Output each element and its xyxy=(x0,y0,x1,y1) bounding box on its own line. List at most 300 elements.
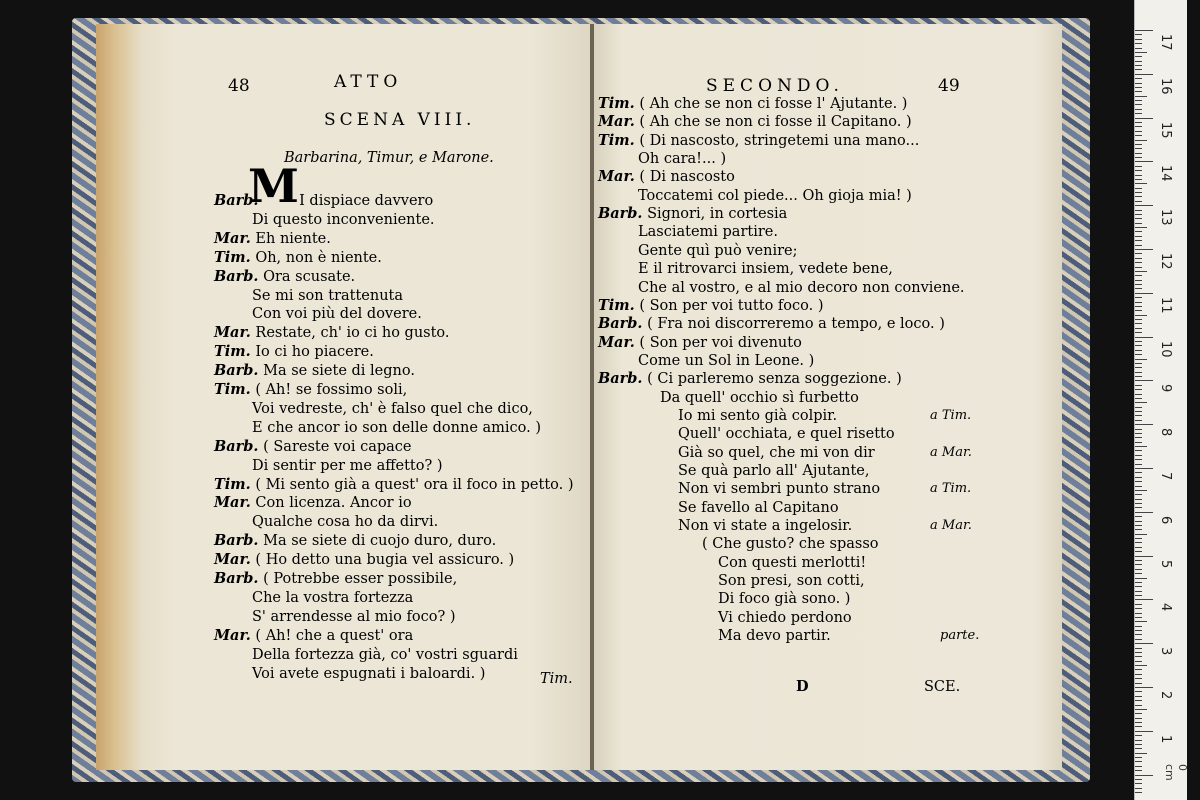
ruler-tick xyxy=(1135,227,1147,228)
line-text: Gente quì può venire; xyxy=(638,242,798,259)
drop-cap: M xyxy=(248,159,299,213)
ruler-tick xyxy=(1135,634,1142,635)
ruler-tick xyxy=(1135,556,1153,557)
dialogue-line xyxy=(678,480,880,498)
ruler-tick xyxy=(1135,551,1142,552)
line-text: Ma devo partir. xyxy=(718,628,831,645)
ruler-tick xyxy=(1135,472,1142,473)
ruler-tick xyxy=(1135,534,1147,535)
line-text: Come un Sol in Leone. ) xyxy=(638,352,815,369)
ruler-tick xyxy=(1135,148,1142,149)
dialogue-line xyxy=(678,462,869,480)
ruler-tick xyxy=(1135,643,1153,644)
dialogue-line xyxy=(214,381,407,399)
ruler-tick xyxy=(1135,424,1153,425)
speaker-label: Mar. xyxy=(598,113,635,131)
dialogue-line xyxy=(252,287,403,305)
ruler-tick xyxy=(1135,363,1142,364)
ruler-tick xyxy=(1135,104,1142,105)
page-number-left: 48 xyxy=(228,76,250,96)
ruler-tick xyxy=(1135,170,1142,171)
ruler-tick xyxy=(1135,753,1147,754)
dialogue-line xyxy=(638,187,912,205)
catchword-left: Tim. xyxy=(540,671,573,687)
line-text: Io ci ho piacere. xyxy=(255,344,374,361)
ruler-tick xyxy=(1135,407,1142,408)
line-text: S' arrendesse al mio foco? ) xyxy=(252,608,456,625)
dialogue-line xyxy=(252,400,533,418)
dialogue-line xyxy=(252,665,485,683)
line-text: ( Ho detto una bugia vel assicuro. ) xyxy=(255,552,515,569)
dialogue-line xyxy=(252,646,518,664)
ruler-tick xyxy=(1135,591,1142,592)
speaker-label: Barb. xyxy=(214,532,259,550)
ruler-number: 7 xyxy=(1158,472,1173,481)
ruler-tick xyxy=(1135,100,1142,101)
dialogue-line xyxy=(678,444,875,462)
ruler-tick xyxy=(1135,205,1153,206)
scene-title: SCENA VIII. xyxy=(324,110,476,130)
ruler-tick xyxy=(1135,705,1142,706)
ruler-tick xyxy=(1135,267,1142,268)
ruler-tick xyxy=(1135,83,1142,84)
dialogue-line xyxy=(660,389,859,407)
speaker-label: Tim. xyxy=(214,248,251,266)
ruler-tick xyxy=(1135,153,1142,154)
line-text: Oh cara!... ) xyxy=(638,151,727,168)
ruler-tick xyxy=(1135,481,1142,482)
ruler-tick xyxy=(1135,516,1142,517)
ruler-tick xyxy=(1135,359,1147,360)
ruler-tick xyxy=(1135,280,1142,281)
dialogue-line xyxy=(214,551,514,569)
ruler-tick xyxy=(1135,700,1142,701)
ruler-tick xyxy=(1135,78,1142,79)
ruler-tick xyxy=(1135,709,1147,710)
ruler-tick xyxy=(1135,569,1142,570)
line-text: Da quell' occhio sì furbetto xyxy=(660,389,859,406)
line-text: Di questo inconveniente. xyxy=(252,211,435,228)
line-text: ( Ah! se fossimo soli, xyxy=(255,382,408,398)
ruler-tick xyxy=(1135,748,1142,749)
ruler-tick xyxy=(1135,144,1142,145)
ruler-number: 1 xyxy=(1158,734,1173,744)
ruler-tick xyxy=(1135,113,1142,114)
stage-direction: parte. xyxy=(940,628,980,644)
running-head-left: ATTO xyxy=(334,72,403,92)
speaker-label: Mar. xyxy=(214,494,251,512)
ruler-number: 10 xyxy=(1158,340,1173,358)
ruler-tick xyxy=(1135,731,1153,732)
ruler-number: 8 xyxy=(1158,428,1173,437)
line-text: Restate, ch' io ci ho gusto. xyxy=(255,325,450,342)
ruler-tick xyxy=(1135,735,1142,736)
signature-mark: D xyxy=(796,678,809,695)
ruler-tick xyxy=(1135,350,1142,351)
dialogue-line xyxy=(718,554,866,572)
line-text: ( Di nascosto, stringetemi una mano... xyxy=(639,132,920,149)
line-text: Con questi merlotti! xyxy=(718,554,867,571)
speaker-label: Mar. xyxy=(214,626,251,644)
speaker-label: Mar. xyxy=(214,324,251,342)
ruler-tick xyxy=(1135,210,1142,211)
ruler-tick xyxy=(1135,192,1142,193)
line-text: ( Che gusto? che spasso xyxy=(702,536,879,553)
dialogue-line xyxy=(214,627,413,645)
ruler-tick xyxy=(1135,175,1142,176)
dialogue-line xyxy=(598,334,802,352)
ruler-tick xyxy=(1135,253,1142,254)
line-text: Con licenza. Ancor io xyxy=(255,495,412,512)
ruler-tick xyxy=(1135,446,1147,447)
line-text: Ora scusate. xyxy=(263,268,356,285)
ruler-tick xyxy=(1135,494,1142,495)
dialogue-line xyxy=(598,132,919,150)
speaker-label: Mar. xyxy=(214,229,251,247)
ruler-tick xyxy=(1135,310,1142,311)
ruler-number: 13 xyxy=(1158,209,1173,226)
ruler-tick xyxy=(1135,722,1142,723)
ruler-tick xyxy=(1135,779,1142,780)
line-text: Se mi son trattenuta xyxy=(252,287,404,304)
ruler-tick xyxy=(1135,691,1142,692)
dialogue-line xyxy=(214,249,382,267)
ruler-tick xyxy=(1135,166,1142,167)
dialogue-line xyxy=(252,457,443,475)
page-number-right: 49 xyxy=(938,76,960,96)
ruler-tick xyxy=(1135,538,1142,539)
ruler-tick xyxy=(1135,236,1142,237)
line-text: Con voi più del dovere. xyxy=(252,306,422,323)
dialogue-line xyxy=(638,279,965,297)
speaker-label: Barb. xyxy=(214,570,259,587)
speaker-label: Mar. xyxy=(598,333,635,351)
dialogue-line xyxy=(214,438,411,456)
speaker-label: Barb. xyxy=(214,362,259,380)
line-text: Di sentir per me affetto? ) xyxy=(252,457,443,474)
ruler-tick xyxy=(1135,262,1142,263)
line-text: ( Son per voi divenuto xyxy=(639,334,802,351)
speaker-label: Barb. xyxy=(598,205,643,223)
ruler-tick xyxy=(1135,297,1142,298)
ruler-tick xyxy=(1135,608,1142,609)
line-text: E che ancor io son delle donne amico. ) xyxy=(252,419,542,436)
line-text: Ma se siete di legno. xyxy=(263,363,415,380)
line-text: Toccatemi col piede... Oh gioja mia! ) xyxy=(638,187,912,204)
ruler-tick xyxy=(1135,157,1142,158)
speaker-label: Tim. xyxy=(214,343,251,361)
ruler-tick xyxy=(1135,240,1142,241)
dialogue-line xyxy=(598,370,902,388)
dialogue-line xyxy=(718,609,852,627)
ruler-tick xyxy=(1135,757,1142,758)
ruler-number: 4 xyxy=(1158,603,1173,612)
dialogue-line xyxy=(252,419,541,437)
ruler-tick xyxy=(1135,319,1142,320)
speaker-label: Tim. xyxy=(214,381,251,398)
ruler-number: 5 xyxy=(1158,559,1173,568)
ruler-tick xyxy=(1135,792,1142,793)
ruler-tick xyxy=(1135,196,1142,197)
dialogue-line xyxy=(214,230,331,248)
ruler-tick xyxy=(1135,415,1142,416)
ruler-tick xyxy=(1135,389,1142,390)
line-text: Già so quel, che mi von dir xyxy=(678,444,875,461)
ruler-tick xyxy=(1135,468,1153,469)
ruler-tick xyxy=(1135,131,1142,132)
ruler-tick xyxy=(1135,161,1153,162)
ruler-tick xyxy=(1135,595,1142,596)
dialogue-line xyxy=(598,95,907,113)
dialogue-line xyxy=(252,211,435,229)
line-text: Che la vostra fortezza xyxy=(252,589,414,606)
dialogue-line xyxy=(638,150,726,168)
ruler-tick xyxy=(1135,354,1142,355)
speaker-label: Barb. xyxy=(214,437,259,455)
dialogue-line xyxy=(214,343,374,361)
ruler-tick xyxy=(1135,91,1142,92)
ruler-tick xyxy=(1135,380,1153,381)
speaker-label: Tim. xyxy=(598,95,635,112)
ruler-tick xyxy=(1135,529,1142,530)
ruler-tick xyxy=(1135,140,1147,141)
ruler-tick xyxy=(1135,376,1142,377)
dialogue-line xyxy=(702,535,879,553)
ruler-tick xyxy=(1135,459,1142,460)
ruler-tick xyxy=(1135,367,1142,368)
ruler-tick xyxy=(1135,740,1142,741)
ruler-unit-label: 0 cm xyxy=(1163,764,1189,781)
ruler-tick xyxy=(1135,770,1142,771)
ruler-tick xyxy=(1135,87,1142,88)
ruler-tick xyxy=(1135,201,1142,202)
line-text: ( Fra noi discorreremo a tempo, e loco. ) xyxy=(647,316,945,333)
speaker-label: Tim. xyxy=(214,475,251,493)
ruler-tick xyxy=(1135,726,1142,727)
ruler-tick xyxy=(1135,345,1142,346)
ruler-tick xyxy=(1135,56,1142,57)
ruler-tick xyxy=(1135,678,1142,679)
dialogue-line xyxy=(638,260,893,278)
ruler-tick xyxy=(1135,323,1142,324)
ruler-tick xyxy=(1135,486,1142,487)
ruler-tick xyxy=(1135,34,1142,35)
ruler-tick xyxy=(1135,547,1142,548)
ruler-tick xyxy=(1135,656,1142,657)
ruler-tick xyxy=(1135,766,1142,767)
ruler-tick xyxy=(1135,490,1147,491)
ruler-tick xyxy=(1135,306,1142,307)
ruler-tick xyxy=(1135,525,1142,526)
line-text: Oh, non è niente. xyxy=(255,249,382,266)
dialogue-line xyxy=(638,352,814,370)
dialogue-line xyxy=(252,305,422,323)
dialogue-line xyxy=(252,513,438,531)
ruler-tick xyxy=(1135,109,1142,110)
dialogue-line xyxy=(214,362,415,380)
ruler-tick xyxy=(1135,503,1142,504)
ruler-tick xyxy=(1135,420,1142,421)
ruler-tick xyxy=(1135,542,1142,543)
ruler-tick xyxy=(1135,188,1142,189)
ruler-tick xyxy=(1135,674,1142,675)
ruler-tick xyxy=(1135,288,1142,289)
ruler-tick xyxy=(1135,179,1142,180)
ruler-tick xyxy=(1135,718,1142,719)
ruler-tick xyxy=(1135,683,1142,684)
dialogue-line xyxy=(598,113,912,131)
ruler-tick xyxy=(1135,341,1142,342)
dialogue-line xyxy=(638,242,798,260)
ruler-tick xyxy=(1135,398,1142,399)
ruler-tick xyxy=(1135,613,1142,614)
ruler-tick xyxy=(1135,69,1142,70)
speaker-label: Barb. xyxy=(598,370,643,388)
ruler-tick xyxy=(1135,302,1142,303)
speaker-label: Barb. xyxy=(214,192,259,209)
ruler-tick xyxy=(1135,429,1142,430)
ruler-tick xyxy=(1135,43,1142,44)
ruler-tick xyxy=(1135,74,1153,75)
line-text: Son presi, son cotti, xyxy=(718,573,865,590)
ruler-tick xyxy=(1135,564,1142,565)
dialogue-line xyxy=(214,570,457,588)
ruler-tick xyxy=(1135,652,1142,653)
dialogue-line xyxy=(718,590,850,608)
ruler-tick xyxy=(1135,578,1147,579)
dialogue-line xyxy=(678,517,852,535)
dialogue-line xyxy=(214,532,496,550)
ruler-tick xyxy=(1135,332,1142,333)
ruler-tick xyxy=(1135,744,1142,745)
stage-direction: a Mar. xyxy=(930,518,972,534)
line-text: ( Sareste voi capace xyxy=(263,438,412,455)
ruler-tick xyxy=(1135,455,1142,456)
stage-direction: a Tim. xyxy=(930,481,972,497)
line-text: I dispiace davvero xyxy=(299,193,434,209)
catchword-right: SCE. xyxy=(924,679,961,695)
speaker-label: Tim. xyxy=(598,296,635,314)
ruler-tick xyxy=(1135,385,1142,386)
line-text: ( Ah! che a quest' ora xyxy=(255,627,414,644)
running-head-right: SECONDO. xyxy=(706,76,844,96)
ruler-tick xyxy=(1135,52,1147,53)
dialogue-line xyxy=(598,315,945,333)
ruler-tick xyxy=(1135,48,1142,49)
line-text: ( Ci parleremo senza soggezione. ) xyxy=(647,371,902,388)
ruler-tick xyxy=(1135,411,1142,412)
ruler-number: 6 xyxy=(1158,515,1173,525)
ruler-tick xyxy=(1135,394,1142,395)
speaker-label: Mar. xyxy=(214,551,251,569)
line-text: Di foco già sono. ) xyxy=(718,591,851,608)
ruler-tick xyxy=(1135,118,1153,119)
ruler-number: 2 xyxy=(1158,691,1173,700)
ruler-tick xyxy=(1135,372,1142,373)
dialogue-line xyxy=(598,297,824,315)
ruler-tick xyxy=(1135,626,1142,627)
ruler-tick xyxy=(1135,450,1142,451)
ruler-tick xyxy=(1135,135,1142,136)
ruler-tick xyxy=(1135,337,1153,338)
line-text: Qualche cosa ho da dirvi. xyxy=(252,514,439,531)
ruler-tick xyxy=(1135,65,1142,66)
ruler-tick xyxy=(1135,669,1142,670)
ruler-number: 15 xyxy=(1158,121,1173,139)
ruler-number: 14 xyxy=(1158,165,1173,182)
speaker-label: Barb. xyxy=(214,267,259,285)
ruler-tick xyxy=(1135,499,1142,500)
ruler-tick xyxy=(1135,586,1142,587)
line-text: Non vi state a ingelosir. xyxy=(678,518,853,535)
ruler-tick xyxy=(1135,214,1142,215)
line-text: Lasciatemi partire. xyxy=(638,224,778,241)
ruler-tick xyxy=(1135,437,1142,438)
character-list: Barbarina, Timur, e Marone. xyxy=(284,150,494,166)
ruler-tick xyxy=(1135,96,1147,97)
dialogue-line xyxy=(678,425,895,443)
ruler-tick xyxy=(1135,696,1142,697)
dialogue-line xyxy=(214,324,450,342)
ruler-tick xyxy=(1135,183,1147,184)
ruler-tick xyxy=(1135,788,1142,789)
ruler-number: 12 xyxy=(1158,253,1173,270)
ruler-number: 16 xyxy=(1158,77,1173,95)
line-text: Io mi sento già colpir. xyxy=(678,407,838,424)
line-text: Della fortezza già, co' vostri sguardi xyxy=(252,646,518,663)
dialogue-line xyxy=(214,268,355,286)
ruler-tick xyxy=(1135,599,1153,600)
dialogue-line xyxy=(214,476,574,494)
ruler-tick xyxy=(1135,218,1142,219)
ruler-tick xyxy=(1135,617,1142,618)
stage-direction: a Tim. xyxy=(930,407,972,423)
ruler-tick xyxy=(1135,661,1142,662)
ruler-tick xyxy=(1135,442,1142,443)
dialogue-line xyxy=(678,499,839,517)
ruler-tick xyxy=(1135,477,1142,478)
dialogue-line xyxy=(678,407,837,425)
ruler-tick xyxy=(1135,521,1142,522)
line-text: ( Ah che se non ci fosse l' Ajutante. ) xyxy=(639,96,908,112)
ruler-tick xyxy=(1135,775,1153,776)
line-text: ( Mi sento già a quest' ora il foco in petto. ) xyxy=(255,476,574,493)
ruler-tick xyxy=(1135,464,1142,465)
dialogue-line xyxy=(252,608,456,626)
ruler-tick xyxy=(1135,713,1142,714)
line-text: ( Potrebbe esser possibile, xyxy=(263,571,458,587)
ruler-tick xyxy=(1135,39,1142,40)
ruler-tick xyxy=(1135,507,1142,508)
line-text: Se favello al Capitano xyxy=(678,499,839,516)
ruler-tick xyxy=(1135,245,1142,246)
stage-direction: a Mar. xyxy=(930,444,972,460)
ruler-tick xyxy=(1135,783,1142,784)
ruler-tick xyxy=(1135,573,1142,574)
dialogue-line xyxy=(598,205,787,223)
ruler-tick xyxy=(1135,582,1142,583)
ruler-tick xyxy=(1135,648,1142,649)
ruler-tick xyxy=(1135,249,1153,250)
ruler-tick xyxy=(1135,61,1142,62)
line-text: Eh niente. xyxy=(255,230,331,247)
dialogue-line xyxy=(718,627,831,645)
line-text: Se quà parlo all' Ajutante, xyxy=(678,463,870,479)
line-text: Che al vostro, e al mio decoro non conviene. xyxy=(638,279,965,296)
ruler-tick xyxy=(1135,761,1142,762)
ruler-tick xyxy=(1135,621,1147,622)
ruler-tick xyxy=(1135,122,1142,123)
